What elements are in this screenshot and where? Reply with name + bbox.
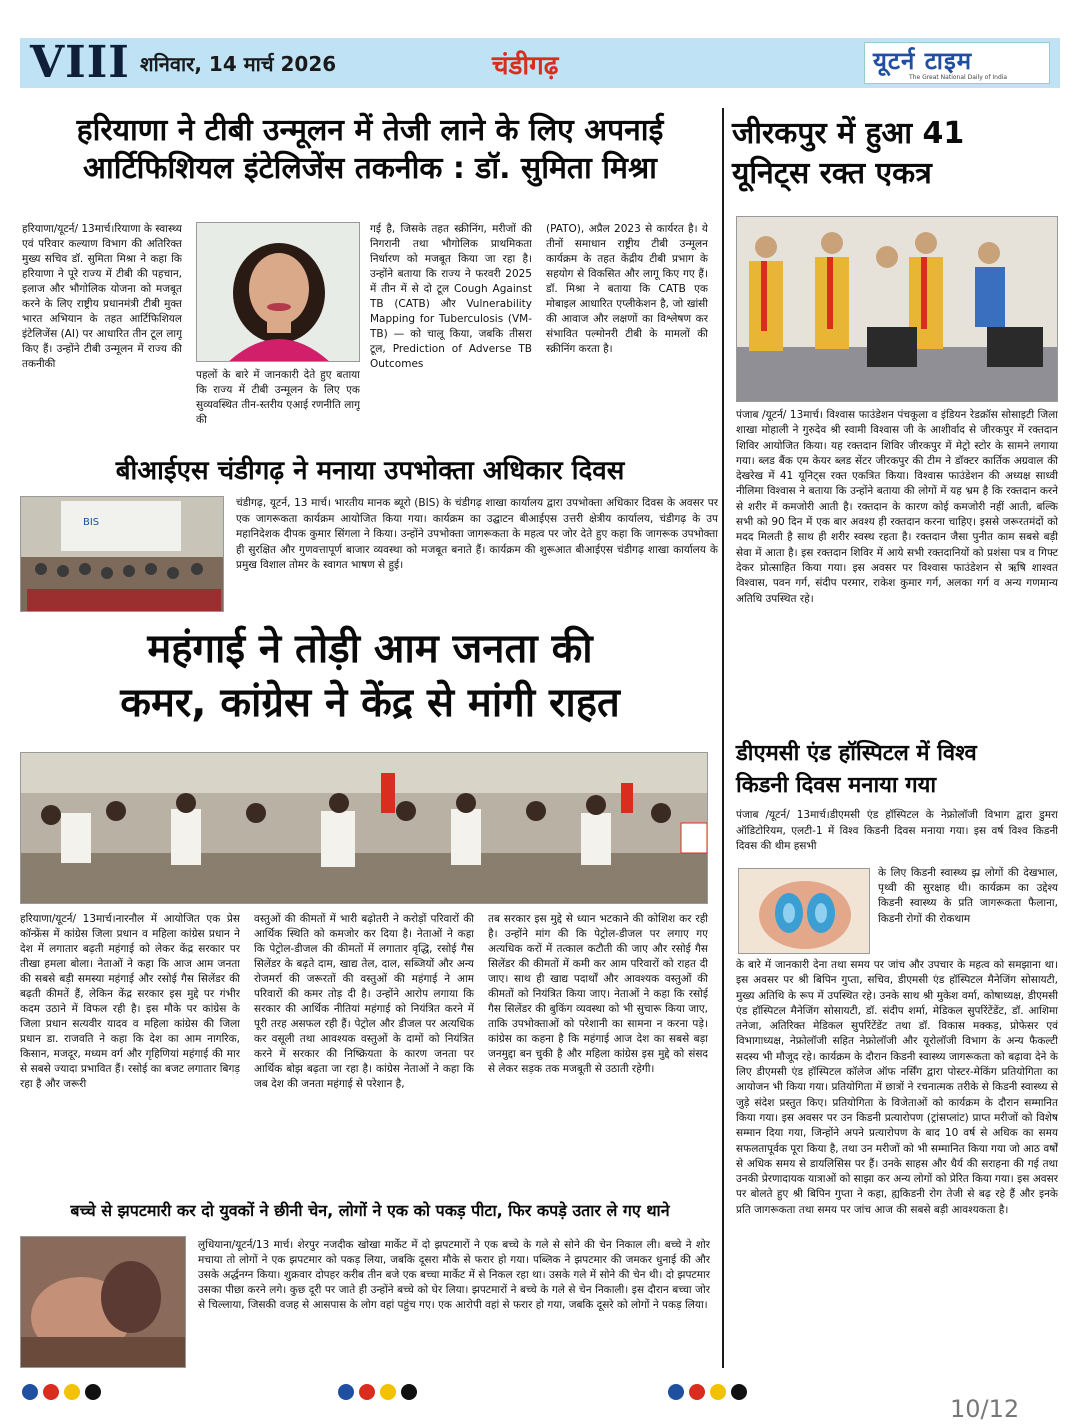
story-blood-headline-line2: यूनिट्स रक्त एकत्र bbox=[732, 156, 932, 191]
snatcher-crowd-image bbox=[21, 1237, 186, 1368]
story-tb-col1b: पहलों के बारे में जानकारी देते हुए बताया कि राज्य में टीबी उन्मूलन के लिए एक सुव्यवस्थित तीन-स्तरीय एआई रणनीति लागू की bbox=[196, 369, 360, 426]
registration-dot-blue bbox=[22, 1384, 38, 1400]
story-snatch-photo bbox=[20, 1236, 186, 1368]
portrait-woman-image bbox=[197, 223, 360, 362]
story-blood-headline bbox=[732, 114, 1062, 194]
story-kidney-photo bbox=[738, 868, 870, 954]
story-snatch-body: लुधियाना/यूटर्न/13 मार्च। शेरपुर नजदीक खोखा मार्केट में दो झपटमारों ने एक बच्चे के गले से सोने की चेन निकाल ली। बच्चे ने शोर मचाया तो लोगों ने एक झपटमार को पकड़ लिया, जबकि दूसरा मौके से फरार हो गया। पब्लिक ने झपटमार की जमकर धुनाई की और उसके अर्द्धनग्न किया। शुक्रवार दोपहर करीब तीन बजे एक बच्चा मार्केट में से निकल रहा था। उसके गले में सोने की चेन थी। दो झपटमार उसका पीछा करने लगे। कुछ दूरी पर जाते ही उन्होंने बच्चे को घेर लिया। झपटमारों ने बच्चे के गले से चेन निकाली। इस दौरान बच्चा जोर से चिल्लाया, जिसकी वजह से आसपास के लोग वहां पहुंच गए। एक आरोपी वहां से फरार हो गया, जबकि दूसरे को लोगों ने पकड़ लिया। bbox=[198, 1239, 710, 1311]
story-tb-col3: (PATO), अप्रैल 2023 से कार्यरत है। ये तीनों समाधान राष्ट्रीय टीबी उन्मूलन कार्यक्रम के तहत केंद्रीय टीबी प्रभाग के सहयोग से विकसित और लागू किए गए हैं। डॉ. मिश्रा ने बताया कि CATB एक मोबाइल आधारित एप्लीकेशन है, जो खांसी की आवाज और लक्षणों का विश्लेषण कर संभावित पल्मोनरी टीबी के मामलों की स्क्रीनिंग करता है। bbox=[546, 223, 708, 355]
story-blood-body: पंजाब /यूटर्न/ 13मार्च। विश्वास फाउंडेशन पंचकूला व इंडियन रेडक्रॉस सोसाइटी जिला शाखा मोहाली ने गुरुदेव श्री स्वामी विश्वास जी के आशीर्वाद से जीरकपुर में रक्तदान शिविर आयोजित किया। यह रक्तदान शिविर जीरकपुर में मेट्रो स्टोर के सामने लगाया गया। ब्लड बैंक एम केयर ब्लड सेंटर जीरकपुर की टीम ने डॉक्टर कार्तिक अग्रवाल की देखरेख में 41 यूनिट्स रक्त एकत्रित किया। विश्वास फाउंडेशन की अध्यक्ष साध्वी नीलिमा विश्वास ने बताया कि उन्होंने बताया की लोगों में यह भ्रम है कि रक्तदान करने से शरीर में कमजोरी आती है। रक्तदान के कारण कोई कमजोरी नहीं आती, बल्कि सभी को 90 दिन में एक बार अवश्य ही रक्तदान करना चाहिए। इससे जरूरतमंदों को मदद मिलती है साथ ही शरीर स्वस्थ रहता है। रक्तदान जैसा पुनीत काम सबसे बड़ी सेवा में आता है। इस रक्तदान शिविर में आये सभी रक्तदानियों को प्रशंसा पत्र व गिफ्ट देकर प्रोत्साहित किया गया। इस अवसर पर विश्वास फाउंडेशन से ऋषि शाश्वत विश्वास, पवन गर्ग, संदीप परमार, राकेश कुमार गर्ग, अलका गर्ग व अन्य गणमान्य अतिथि उपस्थित रहे। bbox=[736, 409, 1058, 605]
registration-dot-black bbox=[85, 1384, 101, 1400]
bis-event-image bbox=[21, 497, 224, 612]
registration-marks-right bbox=[668, 1384, 752, 1402]
story-kidney-headline bbox=[736, 738, 1058, 802]
protest-crowd-image bbox=[21, 753, 708, 904]
registration-dot-yellow bbox=[64, 1384, 80, 1400]
story-tb-col1: हरियाणा/यूटर्न/ 13मार्च।रियाणा के स्वास्थ्य एवं परिवार कल्याण विभाग की अतिरिक्त मुख्य सचिव डॉ. सुमिता मिश्रा ने कहा कि हरियाणा ने पूरे राज्य में टीबी की पहचान, इलाज और भौगोलिक योजना को मजबूत करने के लिए राष्ट्रीय प्रधानमंत्री टीबी मुक्त भारत अभियान के तहत आर्टिफिशियल इंटेलिजेंस (AI) पर आधारित तीन टूल लागू किए हैं। उन्होंने टीबी उन्मूलन में राज्य की तकनीकी bbox=[22, 223, 182, 370]
story-congress-headline bbox=[20, 622, 720, 730]
registration-dot-black bbox=[401, 1384, 417, 1400]
registration-dot-red bbox=[359, 1384, 375, 1400]
story-tb-headline bbox=[20, 112, 720, 188]
registration-dot-yellow bbox=[380, 1384, 396, 1400]
kidney-hands-icon bbox=[739, 869, 870, 954]
story-kidney-headline-line1: डीएमसी एंड हॉस्पिटल में विश्व bbox=[736, 741, 977, 766]
story-tb-col2: गई है, जिसके तहत स्क्रीनिंग, मरीजों की निगरानी तथा भौगोलिक प्राथमिकता निर्धारण को मजबूत किया जा रहा है। उन्होंने बताया कि राज्य ने फरवरी 2025 में तीन में से दो टूल Cough Against TB (CATB) और Vulnerability Mapping for Tuberculosis (VM-TB) — को चालू किया, जबकि तीसरा टूल, Prediction of Adverse TB Outcomes bbox=[370, 223, 532, 370]
story-kidney-intro: पंजाब /यूटर्न/ 13मार्च।डीएमसी एंड हॉस्पिटल के नेफ्रोलॉजी विभाग द्वारा डुमरा ऑडिटोरियम, एलटी-1 में विश्व किडनी दिवस मनाया गया। इस वर्ष विश्व किडनी दिवस की थीम हसभी bbox=[736, 809, 1058, 852]
registration-dot-blue bbox=[338, 1384, 354, 1400]
story-bis-photo bbox=[20, 496, 224, 612]
registration-marks-center bbox=[338, 1384, 422, 1402]
brand-logo bbox=[864, 42, 1050, 84]
blood-donation-camp-image bbox=[737, 217, 1058, 402]
registration-dot-red bbox=[689, 1384, 705, 1400]
registration-dot-yellow bbox=[710, 1384, 726, 1400]
story-blood-photo bbox=[736, 216, 1058, 402]
story-congress-headline-line2: कमर, कांग्रेस ने केंद्र से मांगी राहत bbox=[120, 680, 620, 726]
page-number: VIII bbox=[30, 37, 130, 88]
story-congress-photo bbox=[20, 752, 708, 904]
masthead-bar bbox=[20, 38, 1060, 88]
bis-screen-text: BIS bbox=[83, 517, 100, 528]
story-snatch-headline: बच्चे से झपटमारी कर दो युवकों ने छीनी चेन, लोगों ने एक को पकड़ पीटा, फिर कपड़े उतार ले गए थाने bbox=[70, 1201, 670, 1220]
registration-marks-left bbox=[22, 1384, 106, 1402]
story-tb-photo bbox=[196, 222, 360, 362]
story-congress-col2: वस्तुओं की कीमतों में भारी बढ़ोतरी ने करोड़ों परिवारों की आर्थिक स्थिति को कमजोर कर दिया है। नेताओं ने कहा कि पेट्रोल-डीजल की कीमतों में लगातार वृद्धि, रसोई गैस सिलेंडर के बढ़ते दाम, खाद्य तेल, दाल, सब्जियों और अन्य रोजमर्रा की जरूरतों की वस्तुओं की महंगाई ने आम परिवारों की कमर तोड़ दी है। उन्होंने आरोप लगाया कि सरकार की आर्थिक नीतियां महंगाई को नियंत्रित करने में पूरी तरह असफल रही हैं। पेट्रोल और डीजल पर अत्यधिक कर वसूली तथा आवश्यक वस्तुओं के दामों को नियंत्रित करने में सरकार की निष्क्रियता के कारण जनता पर आर्थिक बोझ बढ़ता जा रहा है। कांग्रेस नेताओं ने कहा कि जब देश की जनता महंगाई से परेशान है, bbox=[254, 913, 474, 1090]
brand-name: यूटर्न टाइम bbox=[873, 47, 973, 75]
story-congress-col1: हरियाणा/यूटर्न/ 13मार्च।नारनौल में आयोजित एक प्रेस कॉन्फ्रेंस में कांग्रेस जिला प्रधान व महिला कांग्रेस प्रधान ने देश में लगातार बढ़ती महंगाई को लेकर केंद्र सरकार पर तीखा हमला बोला। नेताओं ने कहा कि आज आम जनता की सबसे बड़ी समस्या महंगाई और रसोई गैस सिलेंडर की बढ़ती कीमतें हैं, लेकिन केंद्र सरकार इस मुद्दे पर गंभीर कदम उठाने में विफल रही है। इस मौके पर कांग्रेस के जिला प्रधान सत्यवीर यादव व महिला कांग्रेस की जिला प्रधान डा. राजवति ने कहा कि देश का आम नागरिक, किसान, मजदूर, मध्यम वर्ग और गृहिणियां महंगाई की मार से सबसे ज्यादा प्रभावित हैं। रसोई का बजट लगातार बिगड़ रहा है और जरूरी bbox=[20, 913, 240, 1090]
story-tb-headline-line1: हरियाणा ने टीबी उन्मूलन में तेजी लाने के लिए अपनाई bbox=[76, 113, 664, 148]
story-kidney-wrap: के लिए किडनी स्वास्थ्य झ्र लोगों की देखभाल, पृथ्वी की सुरक्षाह थी। कार्यक्रम का उद्देश्य किडनी स्वास्थ्य के प्रति जागरूकता फैलाना, किडनी रोगों की रोकथाम bbox=[878, 867, 1058, 925]
registration-dot-black bbox=[731, 1384, 747, 1400]
story-kidney-body: के बारे में जानकारी देना तथा समय पर जांच और उपचार के महत्व को समझाना था। इस अवसर पर श्री बिपिन गुप्ता, सचिव, डीएमसी एंड हॉस्पिटल मैनेजिंग सोसायटी, मुख्य अतिथि के रूप में उपस्थित रहे। उनके साथ श्री मुकेश वर्मा, कोषाध्यक्ष, डीएमसी एंड हॉस्पिटल मैनेजिंग सोसायटी, डॉ. संदीप शर्मा, मेडिकल सुपरिंटेंडेंट, डॉ. आशिमा तनेजा, अतिरिक्त मेडिकल सुपरिंटेंडेंट तथा डॉ. विकास मक्कड़, प्रोफेसर एवं विभागाध्यक्ष, नेफ्रोलॉजी सहित नेफ्रोलॉजी और यूरोलॉजी विभाग के अन्य फैकल्टी सदस्य भी मौजूद रहे। कार्यक्रम के दौरान किडनी स्वास्थ्य जागरूकता को बढ़ावा देने के लिए डीएमसी एंड हॉस्पिटल कॉलेज ऑफ नर्सिंग द्वारा पोस्टर-मेकिंग प्रतियोगिता का आयोजन भी किया गया। प्रतियोगिता में छात्रों ने रचनात्मक तरीके से किडनी स्वास्थ्य से जुड़े संदेश प्रस्तुत किए। प्रतियोगिता के विजेताओं को कार्यक्रम के दौरान सम्मानित किया गया। इस अवसर पर उन किडनी प्रत्यारोपण (ट्रांसप्लांट) प्राप्त मरीजों को विशेष सम्मान दिया गया, जिन्होंने अपने प्रत्यारोपण के बाद 10 वर्ष से अधिक का समय सफलतापूर्वक पूरा किया है, तथा उन मरीजों को भी सम्मानित किया गया जो आठ वर्षों से अधिक समय से डायलिसिस पर हैं। उनके साहस और धैर्य की सराहना की गई तथा उनकी प्रेरणादायक यात्राओं को साझा कर अन्य लोगों को प्रेरित किया गया। इस अवसर पर बोलते हुए श्री बिपिन गुप्ता ने कहा, ह्यकिडनी रोग तेजी से बढ़ रहे हैं और इनके प्रति जागरूकता तथा समय पर जांच आज की सबसे बड़ी आवश्यकता है। bbox=[736, 959, 1058, 1216]
brand-tagline: The Great National Daily of India bbox=[909, 74, 1008, 81]
issue-date: शनिवार, 14 मार्च 2026 bbox=[140, 52, 337, 76]
story-blood-headline-line1: जीरकपुर में हुआ 41 bbox=[732, 116, 965, 151]
story-tb-headline-line2: आर्टिफिशियल इंटेलिजेंस तकनीक : डॉ. सुमिता मिश्रा bbox=[83, 151, 657, 186]
edition-city: चंडीगढ़ bbox=[492, 51, 559, 81]
column-divider bbox=[722, 108, 724, 1368]
story-bis-body: चंडीगढ़, यूटर्न, 13 मार्च। भारतीय मानक ब्यूरो (BIS) के चंडीगढ़ शाखा कार्यालय द्वारा उपभोक्ता अधिकार दिवस के अवसर पर एक जागरूकता कार्यक्रम आयोजित किया गया। कार्यक्रम का उद्घाटन बीआईएस उत्तरी क्षेत्रीय कार्यालय, चंडीगढ़ के उप महानिदेशक दीपक कुमार सिंगला ने किया। उन्होंने उपभोक्ता जागरूकता के महत्व पर जोर देते हुए कहा कि जागरूक उपभोक्ता ही सुरक्षित और गुणवत्तापूर्ण बाजार व्यवस्था को मजबूत बनाते हैं। कार्यक्रम की शुरूआत बीआईएस चंडीगढ़ शाखा कार्यालय के प्रमुख विशाल तोमर के स्वागत भाषण से हुई। bbox=[236, 497, 718, 571]
story-congress-headline-line1: महंगाई ने तोड़ी आम जनता की bbox=[147, 626, 593, 672]
page-counter: 10/12 bbox=[950, 1395, 1020, 1423]
story-bis-headline: बीआईएस चंडीगढ़ ने मनाया उपभोक्ता अधिकार दिवस bbox=[115, 456, 625, 486]
story-kidney-headline-line2: किडनी दिवस मनाया गया bbox=[736, 773, 937, 798]
registration-dot-blue bbox=[668, 1384, 684, 1400]
registration-dot-red bbox=[43, 1384, 59, 1400]
story-congress-col3: तब सरकार इस मुद्दे से ध्यान भटकाने की कोशिश कर रही है। उन्होंने मांग की कि पेट्रोल-डीजल पर लगाए गए अत्यधिक करों में तत्काल कटौती की जाए और रसोई गैस सिलेंडर की कीमतों में कमी कर आम परिवारों को राहत दी जाए। साथ ही खाद्य पदार्थों और आवश्यक वस्तुओं की कीमतों को नियंत्रित किया जाए। नेताओं ने कहा कि रसोई गैस सिलेंडर की बुकिंग व्यवस्था को भी सुचारू किया जाए, ताकि उपभोक्ताओं को परेशानी का सामना न करना पड़े। कांग्रेस का कहना है कि महंगाई आज देश का सबसे बड़ा जनमुद्दा बन चुकी है और महिला कांग्रेस इस मुद्दे को संसद से लेकर सड़क तक मजबूती से उठाती रहेगी। bbox=[488, 913, 708, 1075]
